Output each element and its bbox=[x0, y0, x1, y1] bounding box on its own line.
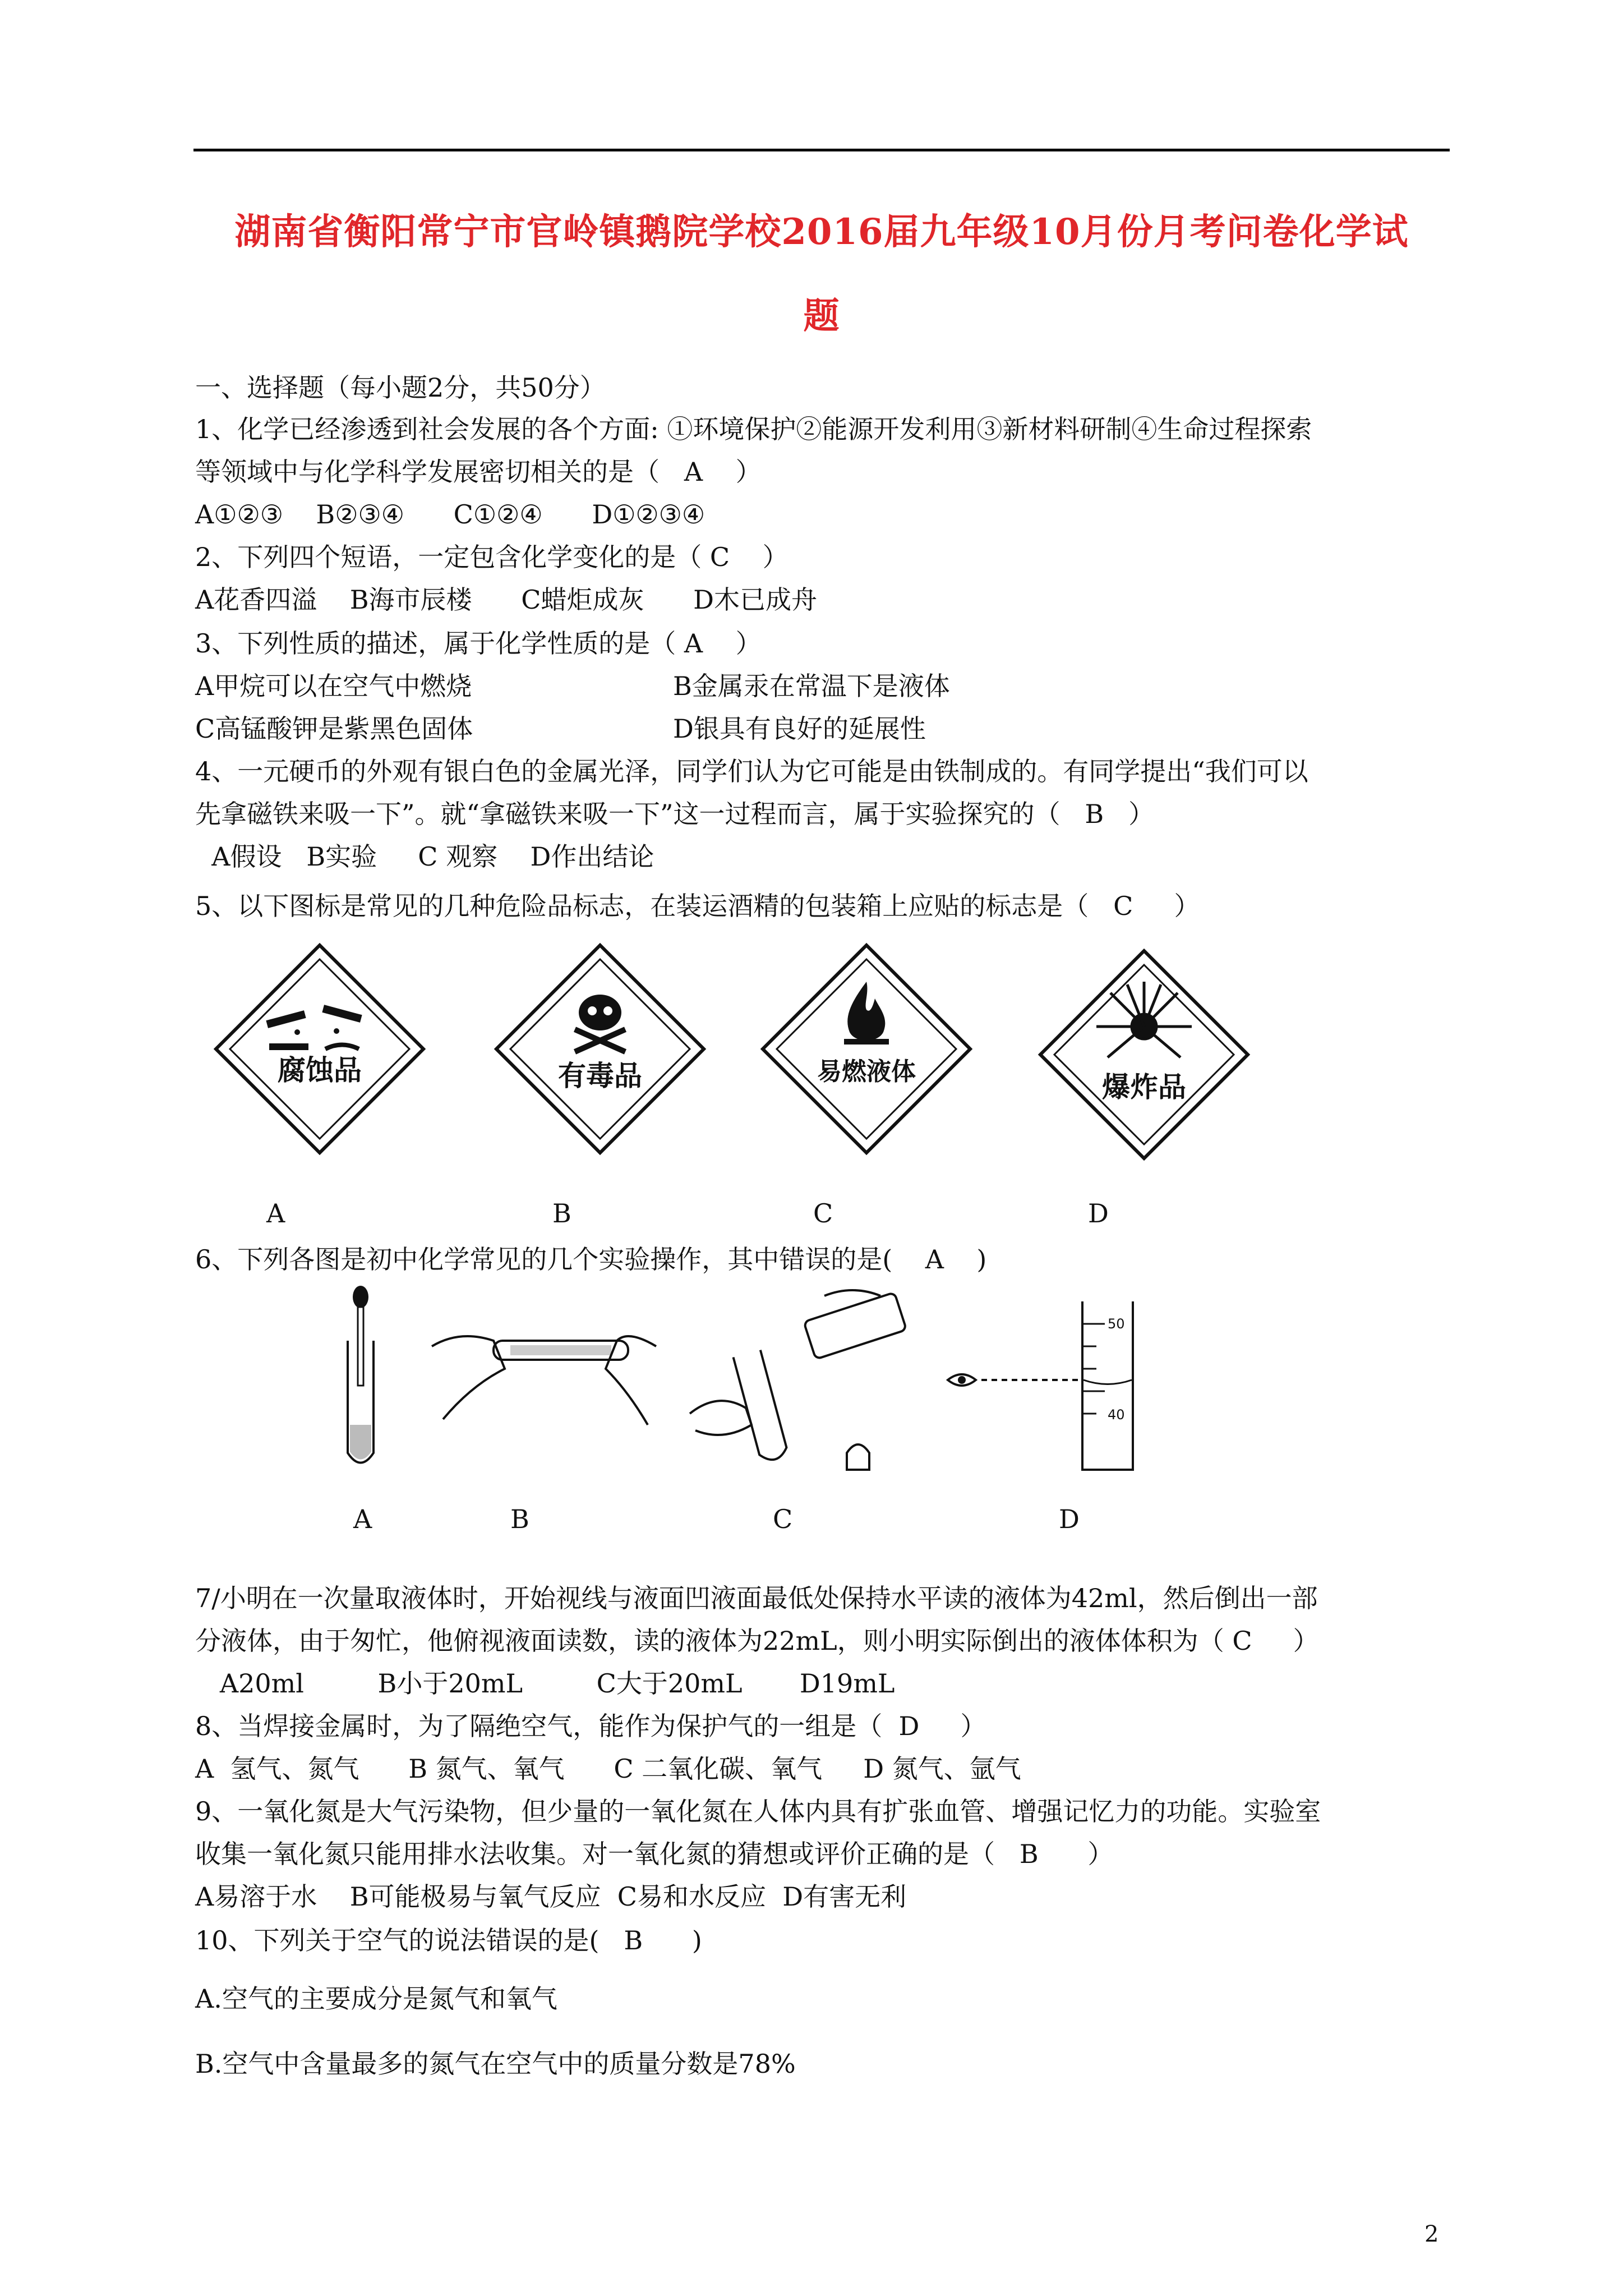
header-rule bbox=[193, 149, 1450, 151]
flammable-sign bbox=[760, 942, 973, 1156]
q7-stem-line1: 7/小明在一次量取液体时，开始视线与液面凹液面最低处保持水平读的液体为42ml，然后倒出一部 bbox=[195, 1583, 1318, 1613]
measuring-cylinder-figure bbox=[942, 1290, 1155, 1481]
q3-option-a: A甲烷可以在空气中燃烧 bbox=[195, 671, 472, 701]
q10-option-b: B.空气中含量最多的氮气在空气中的质量分数是78% bbox=[195, 2049, 796, 2079]
q2-options: A花香四溢 B海市辰楼 C蜡炬成灰 D木已成舟 bbox=[195, 585, 818, 615]
q5-label-b: B bbox=[552, 1198, 571, 1228]
q3-stem: 3、下列性质的描述，属于化学性质的是（ A ） bbox=[195, 628, 762, 659]
cylinder-tick-50: 50 bbox=[1108, 1316, 1125, 1332]
q4-stem-line1: 4、一元硬币的外观有银白色的金属光泽，同学们认为它可能是由铁制成的。有同学提出“我们可以 bbox=[195, 756, 1308, 786]
sign-b-text: 有毒品 bbox=[558, 1060, 642, 1092]
sign-a-text: 腐蚀品 bbox=[278, 1054, 362, 1087]
q6-label-d: D bbox=[1059, 1504, 1080, 1534]
section-heading: 一、选择题（每小题2分，共50分） bbox=[195, 372, 606, 403]
q4-options: A假设 B实验 C 观察 D作出结论 bbox=[195, 841, 654, 872]
pouring-liquid-figure bbox=[684, 1285, 920, 1487]
explosive-sign bbox=[1038, 948, 1251, 1161]
q6-label-a: A bbox=[353, 1504, 372, 1534]
page-title: 湖南省衡阳常宁市官岭镇鹅院学校2016届九年级10月份月考问卷化学试 bbox=[234, 211, 1409, 253]
q6-stem: 6、下列各图是初中化学常见的几个实验操作，其中错误的是( A ) bbox=[195, 1244, 987, 1274]
toxic-sign bbox=[494, 942, 707, 1156]
q3-option-c: C高锰酸钾是紫黑色固体 bbox=[195, 714, 473, 744]
q5-stem: 5、以下图标是常见的几种危险品标志，在装运酒精的包装箱上应贴的标志是（ C ） bbox=[195, 891, 1200, 921]
q3-option-b: B金属汞在常温下是液体 bbox=[673, 671, 950, 701]
q1-stem-line1: 1、化学已经渗透到社会发展的各个方面: ①环境保护②能源开发利用③新材料研制④生命过程探索 bbox=[195, 414, 1312, 444]
q10-stem: 10、下列关于空气的说法错误的是( B ) bbox=[195, 1925, 702, 1955]
q5-label-a: A bbox=[266, 1198, 285, 1228]
q1-options: A①②③ B②③④ C①②④ D①②③④ bbox=[195, 499, 706, 530]
dropper-test-tube-figure bbox=[336, 1285, 393, 1475]
test-tube-handling-figure bbox=[426, 1307, 662, 1447]
q5-label-c: C bbox=[813, 1198, 833, 1228]
q8-options: A 氢气、氮气 B 氮气、氧气 C 二氧化碳、氧气 D 氮气、氩气 bbox=[195, 1754, 1021, 1784]
eye-icon bbox=[948, 1374, 976, 1386]
corrosive-sign bbox=[213, 942, 426, 1156]
page-number: 2 bbox=[1424, 2221, 1439, 2247]
q2-stem: 2、下列四个短语，一定包含化学变化的是（ C ） bbox=[195, 542, 789, 572]
cylinder-tick-40: 40 bbox=[1108, 1407, 1125, 1423]
sign-c-text: 易燃液体 bbox=[817, 1057, 916, 1086]
q10-option-a: A.空气的主要成分是氮气和氧气 bbox=[195, 1984, 557, 2014]
q1-stem-line2: 等领域中与化学科学发展密切相关的是（ A ） bbox=[195, 457, 762, 487]
q4-stem-line2: 先拿磁铁来吸一下”。就“拿磁铁来吸一下”这一过程而言，属于实验探究的（ B ） bbox=[195, 799, 1155, 829]
q5-label-d: D bbox=[1088, 1198, 1109, 1228]
sign-d-text: 爆炸品 bbox=[1102, 1071, 1186, 1103]
q9-stem-line2: 收集一氧化氮只能用排水法收集。对一氧化氮的猜想或评价正确的是（ B ） bbox=[195, 1839, 1114, 1869]
q9-options: A易溶于水 B可能极易与氧气反应 C易和水反应 D有害无利 bbox=[195, 1881, 907, 1912]
q3-option-d: D银具有良好的延展性 bbox=[673, 714, 926, 744]
q7-options: A20ml B小于20mL C大于20mL D19mL bbox=[195, 1668, 895, 1699]
q6-label-b: B bbox=[510, 1504, 529, 1534]
q6-label-c: C bbox=[773, 1504, 793, 1534]
q9-stem-line1: 9、一氧化氮是大气污染物，但少量的一氧化氮在人体内具有扩张血管、增强记忆力的功能。实验室 bbox=[195, 1796, 1321, 1826]
q8-stem: 8、当焊接金属时，为了隔绝空气，能作为保护气的一组是（ D ） bbox=[195, 1711, 986, 1741]
page-title-cont: 题 bbox=[803, 295, 840, 337]
q7-stem-line2: 分液体，由于匆忙，他俯视液面读数，读的液体为22mL，则小明实际倒出的液体体积为（ C ） bbox=[195, 1626, 1319, 1656]
